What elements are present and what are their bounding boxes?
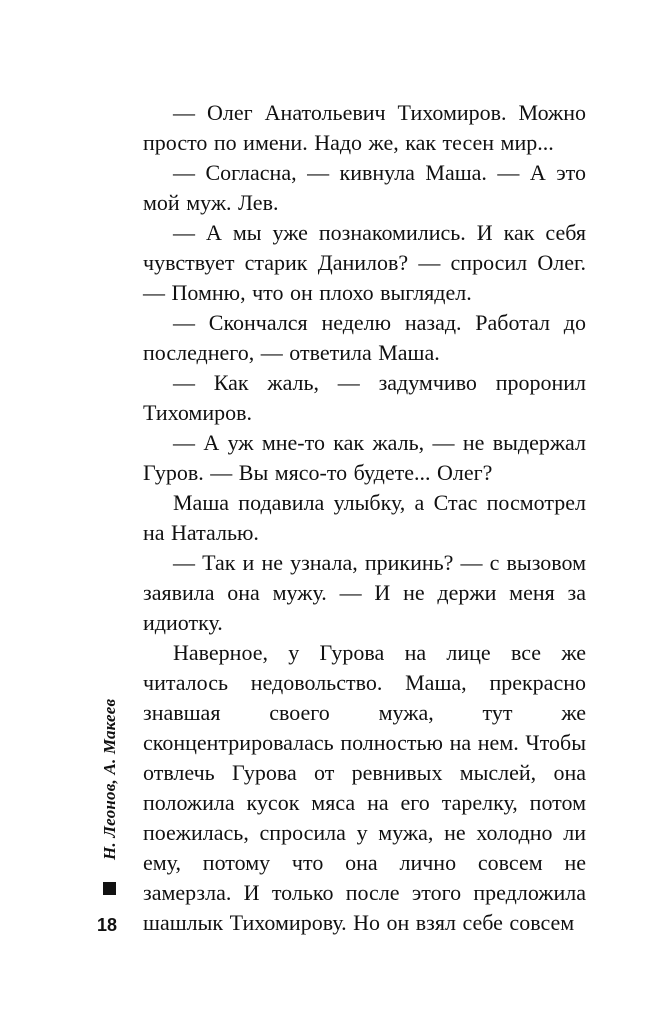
- page-number: 18: [97, 915, 118, 935]
- body-text: [143, 98, 586, 938]
- paragraph: — Согласна, — кивнула Маша. — А это мой муж. Лев.: [143, 160, 586, 215]
- paragraph: Маша подавила улыбку, а Стас посмотрел на Наталью.: [143, 490, 586, 545]
- paragraph: — А мы уже познакомились. И как себя чувствует старик Данилов? — спросил Олег. — Помню, что он плохо выглядел.: [143, 220, 586, 305]
- running-head-square-mark: [103, 882, 116, 895]
- paragraph: — А уж мне-то как жаль, — не выдержал Гуров. — Вы мясо-то будете... Олег?: [143, 430, 586, 485]
- paragraph: Наверное, у Гурова на лице все же читалось недовольство. Маша, прекрасно знавшая своего мужа, тут же сконцентрировалась полностью на нем. Чтобы отвлечь Гурова от ревнивых мыслей, она положила кусок мяса на его тарелку, потом поежилась, спросила у мужа, не холодно ли ему, потому что она лично совсем не замерзла. И только после этого предложила шашлык Тихомирову. Но он взял себе совсем: [143, 640, 586, 935]
- paragraph: — Так и не узнала, прикинь? — с вызовом заявила она мужу. — И не держи меня за идиотку.: [143, 550, 586, 635]
- author-running-head: Н. Леонов, А. Макеев: [100, 698, 119, 860]
- paragraph: — Олег Анатольевич Тихомиров. Можно просто по имени. Надо же, как тесен мир...: [143, 100, 586, 155]
- paragraph: — Скончался неделю назад. Работал до последнего, — ответила Маша.: [143, 310, 586, 365]
- paragraph: — Как жаль, — задумчиво проронил Тихомиров.: [143, 370, 586, 425]
